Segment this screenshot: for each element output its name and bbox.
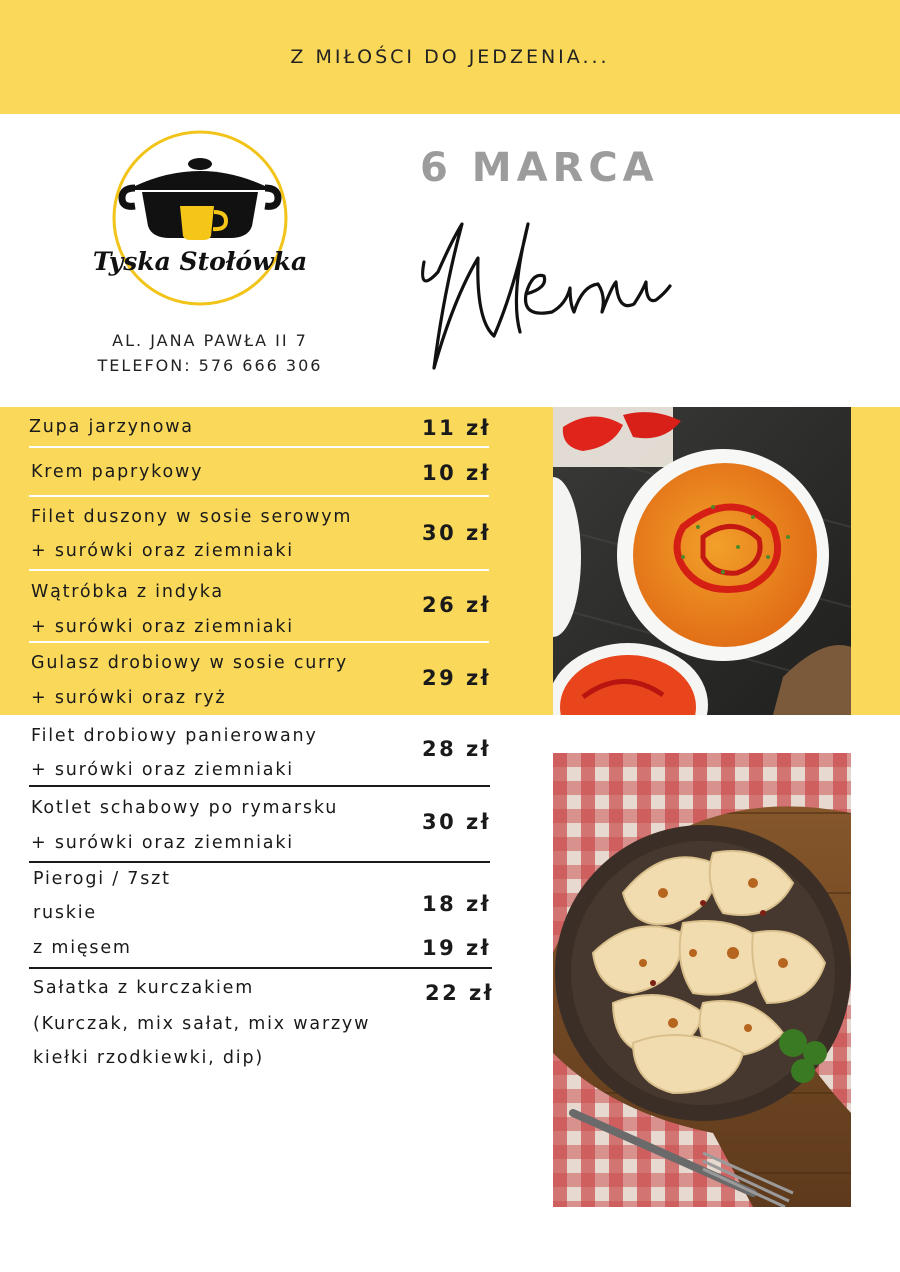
menu-item-price: 19 zł bbox=[422, 936, 492, 960]
separator bbox=[29, 495, 489, 497]
tagline: Z MIŁOŚCI DO JEDZENIA... bbox=[290, 46, 610, 68]
menu-item-name: Wątróbka z indyka bbox=[31, 582, 224, 602]
menu-item-variant: z mięsem bbox=[33, 938, 132, 958]
separator bbox=[29, 861, 490, 863]
logo-text: Tyska Stołówka bbox=[92, 247, 308, 276]
menu-item-price: 10 zł bbox=[422, 461, 492, 485]
menu-item-sides: + surówki oraz ryż bbox=[31, 688, 227, 708]
menu-item-price: 29 zł bbox=[422, 666, 492, 690]
menu-item-name: Pierogi / 7szt bbox=[33, 869, 171, 889]
menu-item-name: Gulasz drobiowy w sosie curry bbox=[31, 653, 348, 673]
menu-item-price: 11 zł bbox=[422, 416, 492, 440]
menu-item-price: 18 zł bbox=[422, 892, 492, 916]
separator bbox=[29, 785, 490, 787]
menu-item-description: kiełki rzodkiewki, dip) bbox=[33, 1048, 264, 1068]
menu-item-description: (Kurczak, mix sałat, mix warzyw bbox=[33, 1014, 371, 1034]
menu-item-name: Sałatka z kurczakiem bbox=[33, 978, 255, 998]
separator bbox=[29, 569, 489, 571]
separator bbox=[29, 967, 492, 969]
menu-item-sides: + surówki oraz ziemniaki bbox=[31, 833, 294, 853]
logo bbox=[80, 126, 320, 316]
menu-item-price: 30 zł bbox=[422, 810, 492, 834]
menu-item-variant: ruskie bbox=[33, 903, 97, 923]
menu-title bbox=[410, 200, 680, 380]
phone: TELEFON: 576 666 306 bbox=[97, 356, 323, 375]
menu-item-sides: + surówki oraz ziemniaki bbox=[31, 760, 294, 780]
menu-item-name: Krem paprykowy bbox=[31, 462, 204, 482]
menu-item-price: 28 zł bbox=[422, 737, 492, 761]
menu-item-name: Filet duszony w sosie serowym bbox=[31, 507, 353, 527]
separator bbox=[29, 446, 489, 448]
tomato-soup-photo bbox=[553, 407, 851, 715]
address: AL. JANA PAWŁA II 7 bbox=[112, 331, 308, 350]
menu-item-name: Zupa jarzynowa bbox=[29, 417, 194, 437]
menu-date: 6 MARCA bbox=[420, 145, 659, 191]
menu-item-name: Filet drobiowy panierowany bbox=[31, 726, 318, 746]
menu-item-price: 26 zł bbox=[422, 593, 492, 617]
menu-item-sides: + surówki oraz ziemniaki bbox=[31, 617, 294, 637]
separator bbox=[29, 641, 489, 643]
pierogi-photo bbox=[553, 753, 851, 1207]
menu-item-name: Kotlet schabowy po rymarsku bbox=[31, 798, 339, 818]
menu-item-price: 22 zł bbox=[425, 981, 495, 1005]
menu-item-sides: + surówki oraz ziemniaki bbox=[31, 541, 294, 561]
pot-and-cup-icon bbox=[80, 126, 320, 316]
menu-item-price: 30 zł bbox=[422, 521, 492, 545]
